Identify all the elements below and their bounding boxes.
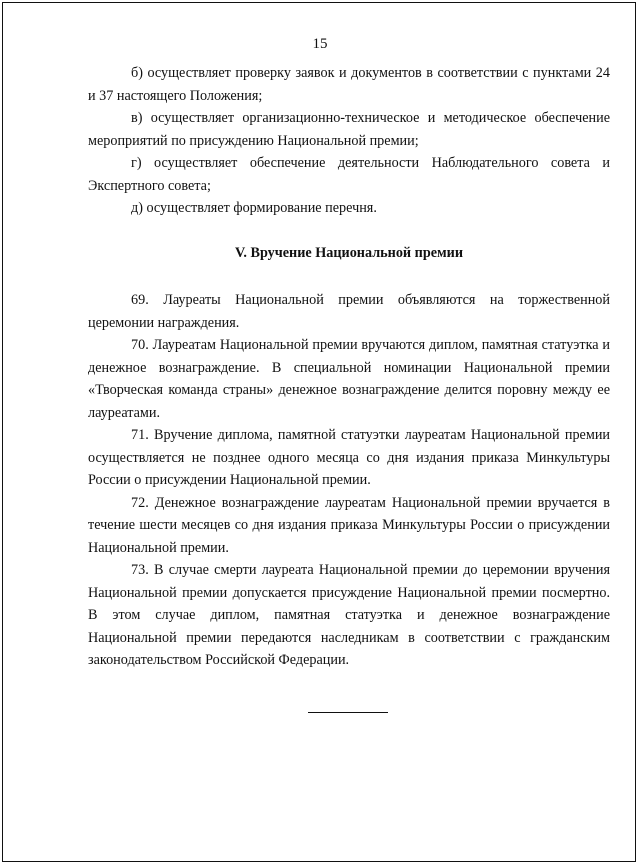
paragraph-69: 69. Лауреаты Национальной премии объявляются на торжественной церемонии награждения. [88, 292, 610, 331]
page-number: 15 [312, 36, 328, 52]
list-item-g: г) осуществляет обеспечение деятельности Наблюдательного совета и Экспертного совета; [88, 155, 610, 194]
list-block [88, 62, 610, 220]
paragraph-71: 71. Вручение диплома, памятной статуэтки лауреатам Национальной премии осуществляется не позднее одного месяца со дня издания приказа Минкультуры России о присуждении Национальной премии. [88, 427, 610, 488]
section-heading: V. Вручение Национальной премии [234, 245, 464, 261]
paragraph-73: 73. В случае смерти лауреата Национальной премии до церемонии вручения Национальной премии допускается присуждение Национальной премии посмертно. В этом случае диплом, памятная статуэтка и денежное вознаграждение Национальной премии передаются наследникам в соответствии с гражданским законодательством Российской Федерации. [88, 562, 610, 668]
paragraph-72: 72. Денежное вознаграждение лауреатам Национальной премии вручается в течение шести месяцев со дня издания приказа Минкультуры России о присуждении Национальной премии. [88, 494, 610, 556]
end-divider [308, 712, 388, 713]
paragraph-70: 70. Лауреатам Национальной премии вручаются диплом, памятная статуэтка и денежное вознаграждение. В специальной номинации Национальной премии «Творческая команда страны» денежное вознаграждение делится поровну между ее лауреатами. [88, 337, 610, 421]
section-body [88, 289, 610, 672]
list-item-b: б) осуществляет проверку заявок и документов в соответствии с пунктами 24 и 37 настоящего Положения; [88, 65, 610, 104]
list-item-v: в) осуществляет организационно-техническое и методическое обеспечение мероприятий по присуждению Национальной премии; [88, 110, 610, 149]
list-item-d: д) осуществляет формирование перечня. [131, 200, 377, 216]
